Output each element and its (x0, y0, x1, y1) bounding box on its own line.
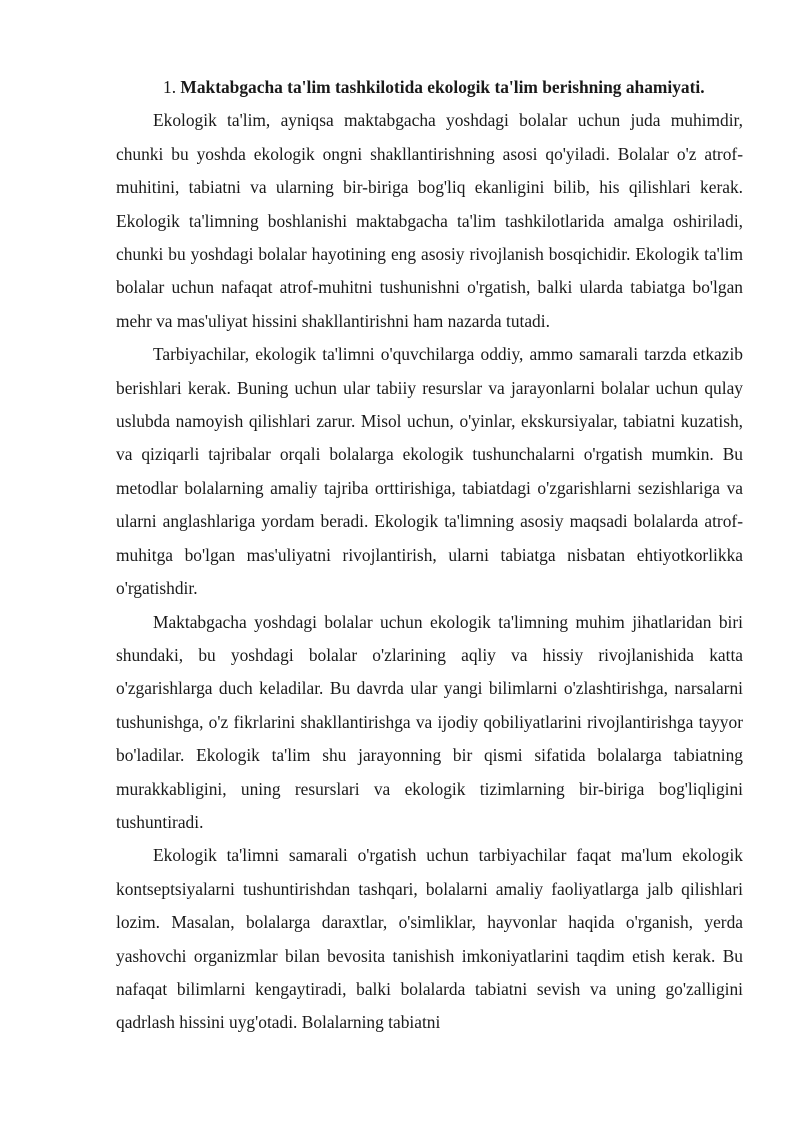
paragraph-1: Ekologik ta'lim, ayniqsa maktabgacha yoshdagi bolalar uchun juda muhimdir, chunki bu yoshda ekologik ongni shakllantirishning asosi qo'yiladi. Bolalar o'z atrof-muhitini, tabiatni va ularning bir-biriga bog'liq ekanligini bilib, his qilishlari kerak. Ekologik ta'limning boshlanishi maktabgacha ta'lim tashkilotlarida amalga oshiriladi, chunki bu yoshdagi bolalar hayotining eng asosiy rivojlanish bosqichidir. Ekologik ta'lim bolalar uchun nafaqat atrof-muhitni tushunishni o'rgatish, balki ularda tabiatga bo'lgan mehr va mas'uliyat hissini shakllantirishni ham nazarda tutadi. (116, 110, 743, 331)
paragraph-2: Tarbiyachilar, ekologik ta'limni o'quvchilarga oddiy, ammo samarali tarzda etkazib berishlari kerak. Buning uchun ular tabiiy resurslar va jarayonlarni bolalar uchun qulay uslubda namoyish qilishlari zarur. Misol uchun, o'yinlar, ekskursiyalar, tabiatni kuzatish, va qiziqarli tajribalar orqali bolalarga ekologik tushunchalarni o'rgatish mumkin. Bu metodlar bolalarning amaliy tajriba orttirishiga, tabiatdagi o'zgarishlarni sezishlariga va ularni anglashlariga yordam beradi. Ekologik ta'limning asosiy maqsadi bolalarda atrof-muhitga bo'lgan mas'uliyatni rivojlantirish, ularni tabiatga nisbatan ehtiyotkorlikka o'rgatishdir. (116, 344, 743, 599)
paragraph-4: Ekologik ta'limni samarali o'rgatish uchun tarbiyachilar faqat ma'lum ekologik kontseptsiyalarni tushuntirishdan tashqari, bolalarni amaliy faoliyatlarga jalb qilishlari lozim. Masalan, bolalarga daraxtlar, o'simliklar, hayvonlar haqida o'rganish, yerda yashovchi organizmlar bilan bevosita tanishish imkoniyatlarini taqdim etish kerak. Bu nafaqat bilimlarni kengaytiradi, balki bolalarda tabiatni sevish va uning go'zalligini qadrlash hissini uyg'otadi. Bolalarning tabiatni (116, 845, 743, 1033)
document-page (116, 71, 743, 1040)
section-heading (116, 71, 743, 104)
paragraph-3: Maktabgacha yoshdagi bolalar uchun ekologik ta'limning muhim jihatlaridan biri shundaki, bu yoshdagi bolalar o'zlarining aqliy va hissiy rivojlanishida katta o'zgarishlarga duch keladilar. Bu davrda ular yangi bilimlarni o'zlashtirishga, narsalarni tushunishga, o'z fikrlarini shakllantirishga va ijodiy qobiliyatlarini rivojlantirishga tayyor bo'ladilar. Ekologik ta'lim shu jarayonning bir qismi sifatida bolalarga tabiatning murakkabligini, uning resurslari va ekologik tizimlarning bir-biriga bog'liqligini tushuntiradi. (116, 611, 743, 832)
section-number: 1. (163, 77, 177, 97)
section-title: Maktabgacha ta'lim tashkilotida ekologik ta'lim berishning ahamiyati. (180, 77, 705, 97)
